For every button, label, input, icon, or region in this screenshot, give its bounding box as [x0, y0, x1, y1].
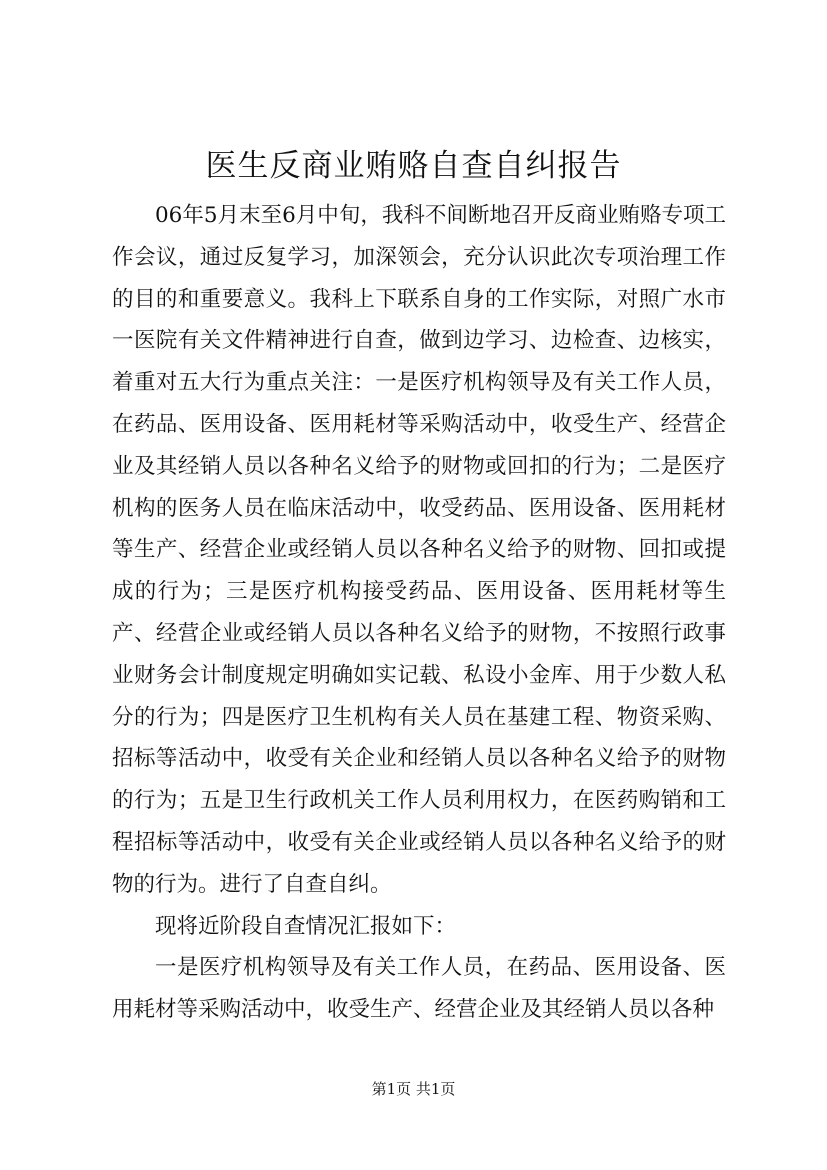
paragraph-summary-lead: 现将近阶段自查情况汇报如下： [155, 913, 457, 939]
document-title: 医生反商业贿赂自查自纠报告 [205, 148, 622, 184]
page-number-footer: 第1页 共1页 [371, 1080, 456, 1098]
paragraph-intro: 06年5月末至6月中旬，我科不间断地召开反商业贿赂专项工作会议，通过反复学习，加深领会，充分认识此次专项治理工作的目的和重要意义。我科上下联系自身的工作实际，对照广水市一医院有关文件精神进行自查，做到边学习、边检查、边核实，着重对五大行为重点关注：一是医疗机构领导及有关工作人员，在药品、医用设备、医用耗材等采购活动中，收受生产、经营企业及其经销人员以各种名义给予的财物或回扣的行为；二是医疗机构的医务人员在临床活动中，收受药品、医用设备、医用耗材等生产、经营企业或经销人员以各种名义给予的财物、回扣或提成的行为；三是医疗机构接受药品、医用设备、医用耗材等生产、经营企业或经销人员以各种名义给予的财物，不按照行政事业财务会计制度规定明确如实记载、私设小金库、用于少数人私分的行为；四是医疗卫生机构有关人员在基建工程、物资采购、招标等活动中，收受有关企业和经销人员以各种名义给予的财物的行为；五是卫生行政机关工作人员利用权力，在医药购销和工程招标等活动中，收受有关企业或经销人员以各种名义给予的财物的行为。进行了自查自纠。 [112, 203, 726, 897]
paragraph-item-one: 一是医疗机构领导及有关工作人员，在药品、医用设备、医用耗材等采购活动中，收受生产、经营企业及其经销人员以各种 [112, 955, 726, 1023]
document-body [112, 195, 726, 1031]
